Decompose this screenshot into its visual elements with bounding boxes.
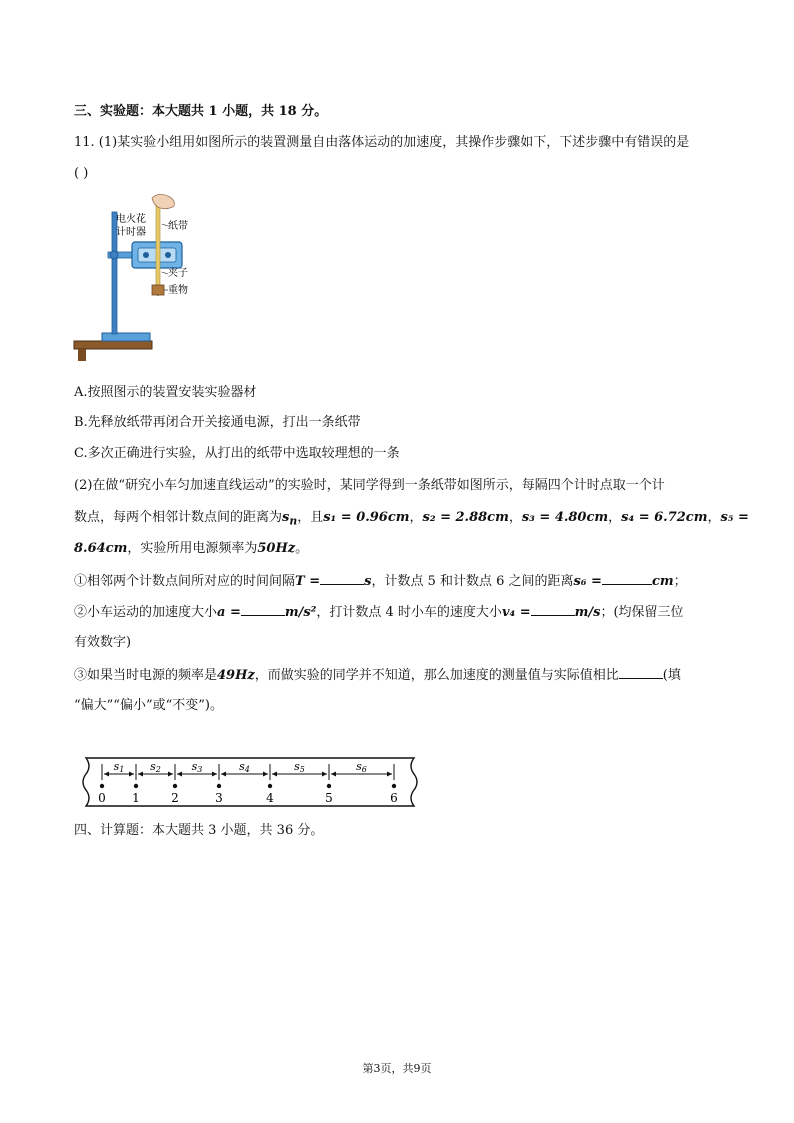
- arrow-head-left: [138, 772, 143, 777]
- label-timer-line2: 计时器: [116, 227, 146, 238]
- point-label: 6: [390, 791, 398, 805]
- text-segment: ，计数点 5 和计数点 6 之间的距离: [371, 574, 574, 589]
- free-fall-apparatus-figure: [72, 194, 202, 362]
- answer-blank-a[interactable]: [241, 603, 285, 616]
- timer-terminal-left: [143, 252, 149, 258]
- segment-label: s3: [191, 760, 203, 774]
- unit-velocity: m/s: [574, 605, 601, 620]
- arrow-head-left: [331, 772, 336, 777]
- section3-heading: 三、实验题：本大题共 1 小题，共 18 分。: [74, 104, 328, 119]
- clamp-knob: [110, 251, 118, 259]
- text-segment: ；: [673, 574, 687, 589]
- text-segment: ；(均保留三位: [600, 605, 684, 620]
- sub-question-3: [74, 666, 681, 685]
- sn-letter: s: [282, 510, 290, 525]
- tape-marks: [98, 760, 398, 805]
- sub-question-3-line2: “偏大”“偏小”或“不变”)。: [74, 698, 223, 713]
- unit-acceleration: m/s²: [284, 605, 317, 620]
- text-segment: ，实验所用电源频率为: [127, 541, 258, 556]
- page-footer: 第3页，共9页: [362, 1062, 432, 1075]
- t-symbol: T =: [295, 574, 321, 589]
- point-label: 4: [266, 791, 274, 805]
- sub-question-1: [74, 572, 687, 591]
- unit-s: s: [364, 574, 372, 589]
- s2-value: s₂ = 2.88cm: [422, 510, 509, 525]
- frequency-value: 50Hz: [257, 541, 296, 556]
- sub-question-2-line2: 有效数字): [74, 635, 132, 650]
- paper-tape-figure: [74, 756, 434, 812]
- text-segment: ③如果当时电源的频率是: [74, 668, 218, 683]
- text-segment: ，而做实验的同学并不知道，那么加速度的测量值与实际值相比: [254, 668, 619, 683]
- point-label: 5: [325, 791, 333, 805]
- arrow-head-right: [212, 772, 217, 777]
- label-tape: 纸带: [168, 221, 188, 232]
- count-point: [392, 784, 396, 788]
- sn-symbol: [282, 510, 298, 528]
- option-a: A.按照图示的装置安装实验器材: [74, 385, 257, 400]
- paper-tape: [156, 200, 160, 292]
- arrow-head-left: [104, 772, 109, 777]
- count-point: [268, 784, 272, 788]
- sn-subscript: n: [289, 514, 298, 528]
- text-segment: ②小车运动的加速度大小: [74, 605, 218, 620]
- arrow-head-right: [387, 772, 392, 777]
- label-timer-line1: 电火花: [116, 214, 146, 225]
- table-leg: [78, 349, 86, 361]
- option-c: C.多次正确进行实验，从打出的纸带中选取较理想的一条: [74, 446, 400, 461]
- count-point: [134, 784, 138, 788]
- text-segment: ①相邻两个计数点间所对应的时间间隔: [74, 574, 296, 589]
- text-segment: 数点，每两个相邻计数点间的距离为: [74, 510, 283, 525]
- unit-cm: cm: [651, 574, 674, 589]
- arrow-head-left: [177, 772, 182, 777]
- q11-part2-stem-line1: (2)在做“研究小车匀加速直线运动”的实验时，某同学得到一条纸带如图所示，每隔四个计时点取一个计: [74, 478, 665, 493]
- label-weight: 重物: [168, 285, 188, 296]
- s5-value: 8.64cm: [74, 541, 128, 556]
- timer-terminal-right: [165, 252, 171, 258]
- s3-value: s₃ = 4.80cm: [521, 510, 609, 525]
- q11-part2-stem-line2: 数点，每两个相邻计数点间的距离为$s_n$，且s₁ = 0.96cm，s₂ = 2.88cm，s₃ = 4.80cm，s₄ = 6.72cm，s₅ =: [74, 510, 749, 528]
- count-point: [327, 784, 331, 788]
- segment-label: s1: [113, 760, 125, 774]
- option-b: B.先释放纸带再闭合开关接通电源，打出一条纸带: [74, 415, 361, 430]
- answer-blank-s6[interactable]: [602, 572, 652, 585]
- q11-part1-answer-paren: ( ): [74, 166, 89, 181]
- v4-symbol: v₄ =: [501, 605, 531, 620]
- point-label: 1: [132, 791, 140, 805]
- s4-value: s₄ = 6.72cm: [621, 510, 708, 525]
- arrow-head-right: [168, 772, 173, 777]
- stand-base: [102, 333, 150, 341]
- hand: [152, 194, 174, 208]
- arrow-head-right: [322, 772, 327, 777]
- segment-label: s6: [356, 760, 367, 774]
- text-segment: (填: [662, 668, 681, 683]
- count-point: [100, 784, 104, 788]
- s5-symbol: s₅ =: [720, 510, 749, 525]
- label-clip: 夹子: [168, 268, 188, 279]
- text-segment: ，且: [297, 510, 324, 525]
- a-symbol: a =: [217, 605, 241, 620]
- segment-label: s2: [150, 760, 161, 774]
- answer-blank-compare[interactable]: [619, 666, 663, 679]
- table-top: [74, 341, 152, 349]
- arrow-head-left: [221, 772, 226, 777]
- s1-value: s₁ = 0.96cm: [323, 510, 410, 525]
- answer-blank-t[interactable]: [320, 572, 364, 585]
- segment-label: s4: [239, 760, 250, 774]
- count-point: [217, 784, 221, 788]
- q11-part1-stem: 11. (1)某实验小组用如图所示的装置测量自由落体运动的加速度，其操作步骤如下，下述步骤中有错误的是: [74, 135, 690, 150]
- point-label: 2: [171, 791, 179, 805]
- answer-blank-v4[interactable]: [531, 603, 575, 616]
- count-point: [173, 784, 177, 788]
- point-label: 3: [215, 791, 223, 805]
- arrow-head-left: [272, 772, 277, 777]
- text-segment: ，打计数点 4 时小车的速度大小: [316, 605, 502, 620]
- arrow-head-right: [263, 772, 268, 777]
- frequency-49: 49Hz: [217, 668, 255, 683]
- q11-part2-stem-line3: [74, 540, 308, 558]
- text-segment: 。: [295, 541, 309, 556]
- weight: [152, 285, 164, 295]
- segment-label: s5: [294, 760, 305, 774]
- point-label: 0: [98, 791, 106, 805]
- s6-symbol: s₆ =: [573, 574, 602, 589]
- section4-heading: 四、计算题：本大题共 3 小题，共 36 分。: [74, 823, 324, 838]
- arrow-head-right: [129, 772, 134, 777]
- sub-question-2: [74, 603, 684, 622]
